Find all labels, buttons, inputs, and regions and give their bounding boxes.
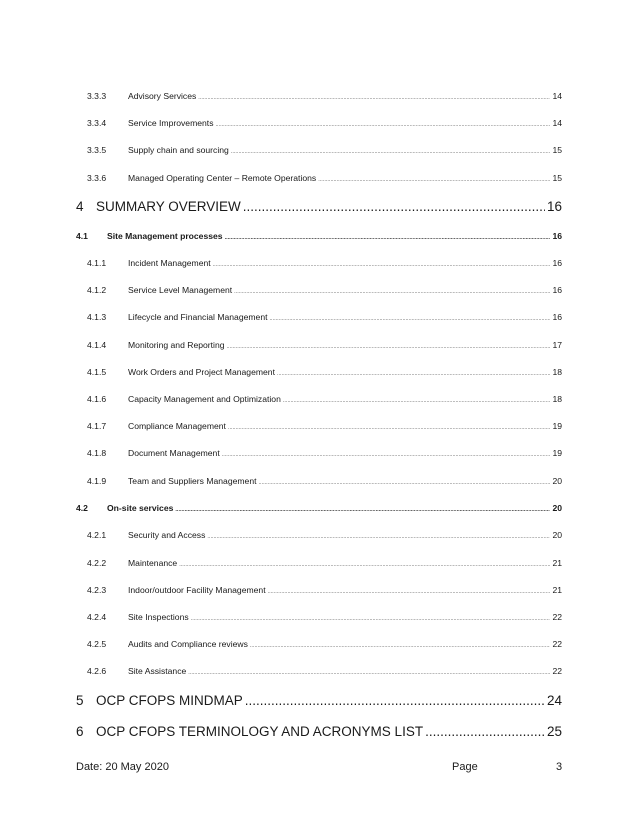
toc-title: On-site services <box>107 503 174 513</box>
toc-title: Site Inspections <box>128 612 189 622</box>
toc-entry[interactable] <box>0 199 638 217</box>
toc-number: 4.1.7 <box>87 421 107 431</box>
toc-leader <box>191 616 551 622</box>
toc-title: OCP CFOPS MINDMAP <box>96 693 243 708</box>
toc-page: 25 <box>546 724 562 739</box>
toc-number: 4.1.2 <box>87 285 107 295</box>
toc-entry[interactable] <box>0 558 638 570</box>
toc-number: 4.1.4 <box>87 340 107 350</box>
toc-entry[interactable] <box>0 503 638 515</box>
toc-entry[interactable] <box>0 421 638 433</box>
toc-page: 20 <box>552 503 562 513</box>
toc-leader <box>207 534 550 540</box>
toc-title: Managed Operating Center – Remote Operations <box>128 173 317 183</box>
toc-page: 22 <box>552 612 562 622</box>
toc-leader <box>216 122 551 128</box>
toc-number: 4.2.5 <box>87 639 107 649</box>
toc-entry[interactable] <box>0 312 638 324</box>
toc-number: 4.1.5 <box>87 367 107 377</box>
toc-number: 4.2.2 <box>87 558 107 568</box>
toc-entry[interactable] <box>0 448 638 460</box>
toc-title: Document Management <box>128 448 220 458</box>
toc-page: 18 <box>552 367 562 377</box>
toc-number: 3.3.5 <box>87 145 107 155</box>
toc-number: 4.1.6 <box>87 394 107 404</box>
toc-entry[interactable] <box>0 666 638 678</box>
toc-leader <box>270 316 551 322</box>
toc-title: SUMMARY OVERVIEW <box>96 199 241 214</box>
toc-number: 4.2 <box>76 503 88 513</box>
toc-number: 3.3.6 <box>87 173 107 183</box>
toc-page: 14 <box>552 118 562 128</box>
toc-title: Site Assistance <box>128 666 187 676</box>
toc-page: 19 <box>552 448 562 458</box>
toc-entry[interactable] <box>0 693 638 711</box>
toc-title: Maintenance <box>128 558 178 568</box>
toc-entry[interactable] <box>0 145 638 157</box>
toc-entry[interactable] <box>0 394 638 406</box>
toc-title: Capacity Management and Optimization <box>128 394 281 404</box>
toc-title: Indoor/outdoor Facility Management <box>128 585 266 595</box>
toc-leader <box>277 371 550 377</box>
toc-title: Service Improvements <box>128 118 214 128</box>
toc-entry[interactable] <box>0 530 638 542</box>
toc-leader <box>231 149 551 155</box>
toc-number: 4.1.3 <box>87 312 107 322</box>
toc-title: OCP CFOPS TERMINOLOGY AND ACRONYMS LIST <box>96 724 424 739</box>
toc-number: 3.3.4 <box>87 118 107 128</box>
toc-number: 4.1 <box>76 231 88 241</box>
toc-entry[interactable] <box>0 285 638 297</box>
toc-number: 6 <box>76 724 84 739</box>
toc-title: Monitoring and Reporting <box>128 340 225 350</box>
toc-leader <box>222 452 551 458</box>
toc-page: 16 <box>552 258 562 268</box>
toc-title: Advisory Services <box>128 91 197 101</box>
toc-leader <box>234 289 550 295</box>
toc-entry[interactable] <box>0 612 638 624</box>
toc-leader <box>198 95 550 101</box>
toc-entry[interactable] <box>0 258 638 270</box>
toc-entry[interactable] <box>0 639 638 651</box>
toc-number: 4.2.1 <box>87 530 107 540</box>
toc-title: Site Management processes <box>107 231 223 241</box>
toc-entry[interactable] <box>0 340 638 352</box>
toc-entry[interactable] <box>0 231 638 243</box>
toc-leader <box>228 425 551 431</box>
toc-leader <box>425 724 545 739</box>
toc-page: 20 <box>552 476 562 486</box>
toc-title: Incident Management <box>128 258 211 268</box>
toc-leader <box>318 177 550 183</box>
toc-page: 19 <box>552 421 562 431</box>
toc-page: 22 <box>552 666 562 676</box>
toc-title: Team and Suppliers Management <box>128 476 257 486</box>
toc-page: 15 <box>552 145 562 155</box>
toc-number: 4 <box>76 199 84 214</box>
footer-page-label: Page <box>452 761 478 773</box>
toc-page: 17 <box>552 340 562 350</box>
toc-title: Supply chain and sourcing <box>128 145 229 155</box>
toc-leader <box>245 693 545 708</box>
toc-leader <box>188 670 550 676</box>
toc-leader <box>225 235 551 241</box>
toc-number: 4.1.9 <box>87 476 107 486</box>
toc-number: 5 <box>76 693 84 708</box>
toc-entry[interactable] <box>0 367 638 379</box>
toc-entry[interactable] <box>0 585 638 597</box>
toc-number: 4.2.6 <box>87 666 107 676</box>
toc-page: 21 <box>552 585 562 595</box>
toc-page: 22 <box>552 639 562 649</box>
toc-page: 16 <box>552 285 562 295</box>
toc-entry[interactable] <box>0 118 638 130</box>
toc-page: 14 <box>552 91 562 101</box>
toc-title: Compliance Management <box>128 421 226 431</box>
toc-title: Audits and Compliance reviews <box>128 639 248 649</box>
toc-leader <box>213 262 551 268</box>
toc-leader <box>259 480 551 486</box>
toc-title: Security and Access <box>128 530 206 540</box>
toc-page: 15 <box>552 173 562 183</box>
toc-page: 16 <box>552 312 562 322</box>
toc-number: 4.2.3 <box>87 585 107 595</box>
toc-leader <box>227 344 551 350</box>
toc-title: Lifecycle and Financial Management <box>128 312 268 322</box>
toc-leader <box>283 398 551 404</box>
toc-page: 18 <box>552 394 562 404</box>
toc-number: 4.1.1 <box>87 258 107 268</box>
toc-leader <box>175 507 550 513</box>
toc-title: Service Level Management <box>128 285 233 295</box>
toc-leader <box>268 589 551 595</box>
toc-leader <box>250 643 551 649</box>
toc-page: 16 <box>552 231 562 241</box>
toc-number: 4.1.8 <box>87 448 107 458</box>
toc-entry[interactable] <box>0 173 638 185</box>
toc-page: 21 <box>552 558 562 568</box>
toc-page: 16 <box>546 199 562 214</box>
footer-page-number: 3 <box>556 761 563 773</box>
toc-leader <box>243 199 545 214</box>
toc-page: 24 <box>546 693 562 708</box>
toc-number: 4.2.4 <box>87 612 107 622</box>
toc-leader <box>179 562 550 568</box>
toc-entry[interactable] <box>0 724 638 742</box>
footer-date: Date: 20 May 2020 <box>76 761 169 773</box>
toc-entry[interactable] <box>0 91 638 103</box>
toc-number: 3.3.3 <box>87 91 107 101</box>
toc-entry[interactable] <box>0 476 638 488</box>
toc-title: Work Orders and Project Management <box>128 367 275 377</box>
toc-page: 20 <box>552 530 562 540</box>
